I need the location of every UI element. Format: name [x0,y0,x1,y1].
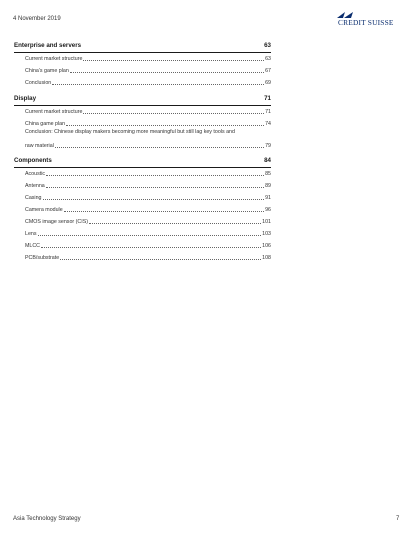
entry-page-number: 79 [265,143,271,149]
logo-text: CREDIT SUISSE [338,18,394,27]
entry-label: CMOS image sensor (CIS) [25,219,88,225]
header-date: 4 November 2019 [13,16,61,22]
entry-label: PCB/substrate [25,255,60,261]
credit-suisse-logo [335,11,405,27]
toc-section-heading[interactable] [14,157,271,168]
entry-page-number: 85 [265,171,271,177]
dot-leader [83,112,264,114]
section-page-number: 84 [264,157,271,164]
entry-page-number: 108 [262,255,271,261]
entry-page-number: 69 [265,80,271,86]
entry-label: Casing [25,195,42,201]
toc-entry[interactable] [25,241,271,249]
entry-label: China game plan [25,121,66,127]
dot-leader [66,124,264,126]
entry-label: raw material [25,143,54,149]
toc-entry[interactable] [25,66,271,74]
section-title: Components [14,157,52,164]
entry-page-number: 74 [265,121,271,127]
toc-entry[interactable] [25,181,271,189]
toc-entry[interactable] [25,169,271,177]
section-title: Enterprise and servers [14,42,82,49]
entry-label: Lens [25,231,37,237]
dot-leader [60,258,261,260]
footer-title: Asia Technology Strategy [13,516,81,522]
toc-section-heading[interactable] [14,95,271,106]
dot-leader [43,198,265,200]
entry-page-number: 106 [262,243,271,249]
dot-leader [89,222,261,224]
toc-entry[interactable] [25,253,271,261]
toc-entry[interactable] [25,193,271,201]
entry-label: MLCC [25,243,41,249]
dot-leader [38,234,262,236]
entry-label: Antenna [25,183,45,189]
entry-page-number: 101 [262,219,271,225]
toc-entry[interactable] [25,78,271,86]
entry-label: Current market structure [25,56,83,62]
entry-label: Camera module [25,207,63,213]
entry-label: China’s game plan [25,68,69,74]
toc-entry[interactable] [25,119,271,127]
entry-page-number: 67 [265,68,271,74]
toc-entry[interactable] [25,217,271,225]
entry-label: Current market structure [25,109,83,115]
entry-page-number: 63 [265,56,271,62]
entry-label-line1[interactable]: Conclusion: Chinese display makers becoming more meaningful but still lag key tools and [25,129,235,135]
toc-section-heading[interactable] [14,42,271,53]
dot-leader [64,210,264,212]
section-page-number: 71 [264,95,271,102]
entry-page-number: 71 [265,109,271,115]
dot-leader [83,59,264,61]
entry-page-number: 89 [265,183,271,189]
entry-page-number: 96 [265,207,271,213]
dot-leader [70,71,264,73]
section-page-number: 63 [264,42,271,49]
entry-label: Acoustic [25,171,46,177]
toc-entry[interactable] [25,54,271,62]
toc-entry[interactable] [25,229,271,237]
toc-entry[interactable] [25,107,271,115]
entry-label: Conclusion [25,80,52,86]
toc-entry[interactable] [25,141,271,149]
entry-page-number: 91 [265,195,271,201]
dot-leader [46,186,264,188]
dot-leader [55,146,264,148]
section-title: Display [14,95,37,102]
entry-page-number: 103 [262,231,271,237]
dot-leader [41,246,261,248]
dot-leader [52,83,264,85]
toc-entry[interactable] [25,205,271,213]
dot-leader [46,174,264,176]
footer-page-number: 7 [396,516,400,522]
